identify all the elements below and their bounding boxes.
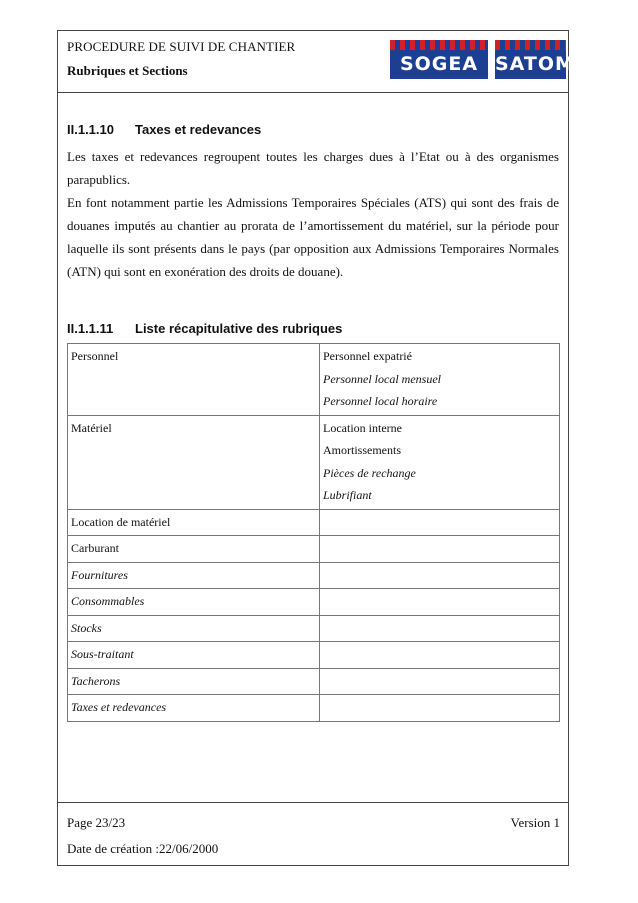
section-body: [67, 145, 559, 283]
table-cell: Location de matériel: [68, 509, 320, 536]
sub-item: Personnel expatrié: [323, 349, 412, 363]
table-cell: Sous-traitant: [68, 642, 320, 669]
page-frame: [57, 30, 575, 866]
table-cell: Matériel: [68, 415, 320, 509]
sub-item: Pièces de rechange: [323, 465, 416, 480]
table-cell: [320, 536, 560, 563]
table-row: [68, 562, 560, 589]
table-row: [68, 536, 560, 563]
sub-item: Personnel local horaire: [323, 394, 438, 408]
table-row: [68, 615, 560, 642]
table-row: [68, 642, 560, 669]
table-cell: [320, 695, 560, 722]
section-title: Liste récapitulative des rubriques: [135, 321, 343, 336]
table-cell: Tacherons: [68, 668, 320, 695]
page-number: Page 23/23: [67, 815, 126, 830]
table-cell: Carburant: [68, 536, 320, 563]
table-cell: [320, 668, 560, 695]
section-number: II.1.1.11: [67, 321, 114, 336]
section-title: Taxes et redevances: [135, 122, 262, 137]
table-cell: Fournitures: [68, 562, 320, 589]
sub-item: Amortissements: [323, 443, 401, 457]
header-title: PROCEDURE DE SUIVI DE CHANTIER: [67, 39, 296, 54]
paragraph: Les taxes et redevances regroupent toutes les charges dues à l’Etat ou à des organismes parapublics.: [67, 149, 559, 187]
creation-date: Date de création :22/06/2000: [67, 841, 219, 856]
table-row: [68, 415, 560, 509]
table-row: [68, 668, 560, 695]
sogea-logo: [390, 40, 488, 79]
table-cell: [320, 344, 560, 416]
table-cell: [320, 642, 560, 669]
sogea-logo-text: SOGEA: [390, 50, 488, 79]
header-subtitle: Rubriques et Sections: [67, 63, 188, 78]
table-cell: [320, 562, 560, 589]
table-cell: Consommables: [68, 589, 320, 616]
page-footer: [58, 802, 568, 866]
table-cell: Personnel: [68, 344, 320, 416]
table-row: [68, 695, 560, 722]
sub-item: Personnel local mensuel: [323, 371, 441, 386]
table-cell: Stocks: [68, 615, 320, 642]
satom-logo: [495, 40, 575, 79]
table-row: [68, 589, 560, 616]
version-label: Version 1: [510, 815, 560, 830]
sub-item: Lubrifiant: [323, 488, 372, 502]
section-heading-liste: [67, 321, 342, 336]
section-number: II.1.1.10: [67, 122, 114, 137]
table-row: [68, 509, 560, 536]
rubriques-table: [67, 343, 560, 722]
section-heading-taxes: [67, 122, 261, 137]
table-cell: [320, 589, 560, 616]
table-cell: [320, 509, 560, 536]
paragraph: En font notamment partie les Admissions Temporaires Spéciales (ATS) qui sont des frais de douanes imputés au chantier au prorata de l’amortissement du matériel, sur la période pour laquelle ils sont présents dans le pays (par opposition aux Admissions Temporaires Normales (ATN) qui sont en exonération des droits de douane).: [67, 195, 559, 279]
page-header: [58, 31, 575, 93]
table-cell: Taxes et redevances: [68, 695, 320, 722]
satom-logo-text: SATOM: [495, 50, 566, 79]
table-row: [68, 344, 560, 416]
sub-item: Location interne: [323, 420, 402, 435]
table-cell: [320, 415, 560, 509]
table-cell: [320, 615, 560, 642]
